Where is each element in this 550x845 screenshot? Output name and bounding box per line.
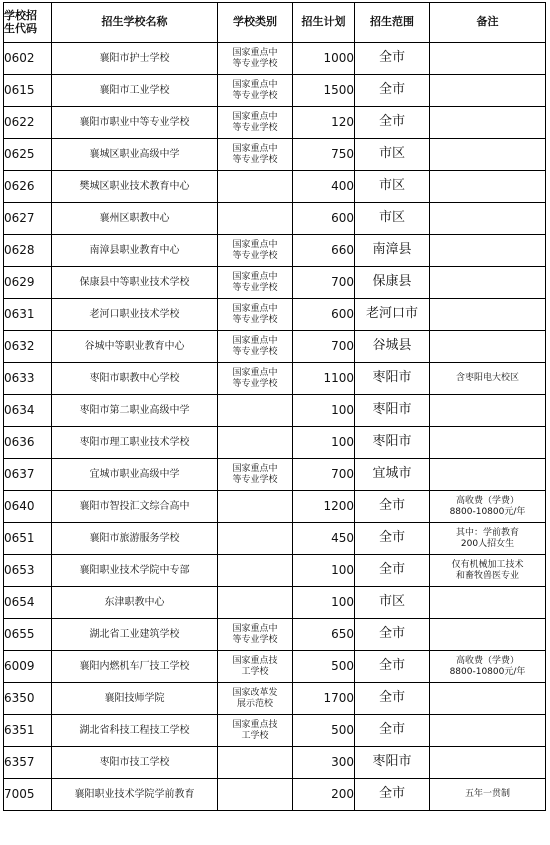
cell-note: 含枣阳电大校区 — [430, 363, 546, 395]
cell-code: 0626 — [4, 171, 52, 203]
cell-plan: 500 — [293, 715, 355, 747]
table-header-row — [4, 3, 546, 43]
table-row — [4, 235, 546, 267]
cell-type — [218, 523, 293, 555]
cell-type: 国家重点中 等专业学校 — [218, 235, 293, 267]
cell-type: 国家重点中 等专业学校 — [218, 299, 293, 331]
cell-plan: 100 — [293, 427, 355, 459]
cell-name: 襄阳市智投汇文综合高中 — [52, 491, 218, 523]
cell-code: 0629 — [4, 267, 52, 299]
cell-note — [430, 587, 546, 619]
cell-range: 全市 — [355, 523, 430, 555]
cell-range: 南漳县 — [355, 235, 430, 267]
cell-range: 全市 — [355, 683, 430, 715]
cell-range: 市区 — [355, 139, 430, 171]
table-row — [4, 683, 546, 715]
header-plan: 招生计划 — [293, 3, 355, 43]
header-note: 备注 — [430, 3, 546, 43]
cell-name: 东津职教中心 — [52, 587, 218, 619]
cell-code: 0634 — [4, 395, 52, 427]
cell-range: 保康县 — [355, 267, 430, 299]
cell-plan: 700 — [293, 331, 355, 363]
cell-range: 老河口市 — [355, 299, 430, 331]
header-code-label: 学校招 生代码 — [4, 8, 37, 35]
cell-type — [218, 587, 293, 619]
cell-plan: 1700 — [293, 683, 355, 715]
cell-code: 0636 — [4, 427, 52, 459]
cell-plan: 1100 — [293, 363, 355, 395]
header-name: 招生学校名称 — [52, 3, 218, 43]
cell-plan: 1500 — [293, 75, 355, 107]
cell-range: 谷城县 — [355, 331, 430, 363]
cell-name: 枣阳市第二职业高级中学 — [52, 395, 218, 427]
table-row — [4, 459, 546, 491]
cell-plan: 1200 — [293, 491, 355, 523]
cell-range: 枣阳市 — [355, 427, 430, 459]
cell-code: 6350 — [4, 683, 52, 715]
cell-note — [430, 683, 546, 715]
cell-note: 五年一贯制 — [430, 779, 546, 811]
cell-type: 国家重点中 等专业学校 — [218, 107, 293, 139]
cell-type: 国家重点中 等专业学校 — [218, 459, 293, 491]
cell-note — [430, 747, 546, 779]
cell-type — [218, 203, 293, 235]
cell-type — [218, 395, 293, 427]
cell-note — [430, 267, 546, 299]
cell-note — [430, 203, 546, 235]
header-code — [4, 3, 52, 43]
cell-name: 枣阳市技工学校 — [52, 747, 218, 779]
cell-type: 国家重点中 等专业学校 — [218, 619, 293, 651]
cell-name: 保康县中等职业技术学校 — [52, 267, 218, 299]
cell-note: 高收费（学费） 8800-10800元/年 — [430, 491, 546, 523]
cell-code: 7005 — [4, 779, 52, 811]
cell-code: 6351 — [4, 715, 52, 747]
cell-name: 襄阳市职业中等专业学校 — [52, 107, 218, 139]
cell-name: 樊城区职业技术教育中心 — [52, 171, 218, 203]
cell-range: 市区 — [355, 203, 430, 235]
cell-type: 国家重点中 等专业学校 — [218, 267, 293, 299]
cell-name: 谷城中等职业教育中心 — [52, 331, 218, 363]
cell-name: 襄阳技师学院 — [52, 683, 218, 715]
cell-code: 6009 — [4, 651, 52, 683]
cell-code: 0633 — [4, 363, 52, 395]
cell-note — [430, 139, 546, 171]
cell-note: 仅有机械加工技术 和畜牧兽医专业 — [430, 555, 546, 587]
cell-note: 其中：学前教育 200人招女生 — [430, 523, 546, 555]
cell-note — [430, 395, 546, 427]
table-row — [4, 299, 546, 331]
cell-range: 枣阳市 — [355, 747, 430, 779]
cell-range: 宜城市 — [355, 459, 430, 491]
table-row — [4, 523, 546, 555]
cell-code: 6357 — [4, 747, 52, 779]
cell-name: 老河口职业技术学校 — [52, 299, 218, 331]
cell-code: 0654 — [4, 587, 52, 619]
cell-plan: 700 — [293, 267, 355, 299]
cell-note — [430, 459, 546, 491]
cell-plan: 700 — [293, 459, 355, 491]
table-row — [4, 779, 546, 811]
cell-note — [430, 715, 546, 747]
cell-name: 襄阳职业技术学院中专部 — [52, 555, 218, 587]
cell-plan: 120 — [293, 107, 355, 139]
table-row — [4, 203, 546, 235]
cell-plan: 100 — [293, 555, 355, 587]
cell-code: 0653 — [4, 555, 52, 587]
cell-range: 枣阳市 — [355, 395, 430, 427]
table-row — [4, 107, 546, 139]
cell-note — [430, 427, 546, 459]
cell-code: 0628 — [4, 235, 52, 267]
cell-plan: 200 — [293, 779, 355, 811]
cell-code: 0640 — [4, 491, 52, 523]
cell-note — [430, 171, 546, 203]
cell-type: 国家重点技 工学校 — [218, 715, 293, 747]
cell-plan: 100 — [293, 395, 355, 427]
cell-range: 全市 — [355, 555, 430, 587]
cell-type — [218, 779, 293, 811]
table-row — [4, 491, 546, 523]
cell-note — [430, 331, 546, 363]
cell-type — [218, 427, 293, 459]
cell-range: 全市 — [355, 619, 430, 651]
cell-name: 宜城市职业高级中学 — [52, 459, 218, 491]
cell-range: 全市 — [355, 491, 430, 523]
table-row — [4, 715, 546, 747]
cell-name: 枣阳市职教中心学校 — [52, 363, 218, 395]
cell-type — [218, 747, 293, 779]
cell-note — [430, 107, 546, 139]
cell-type: 国家重点中 等专业学校 — [218, 75, 293, 107]
cell-range: 全市 — [355, 43, 430, 75]
cell-plan: 660 — [293, 235, 355, 267]
table-row — [4, 427, 546, 459]
cell-range: 市区 — [355, 587, 430, 619]
table-row — [4, 395, 546, 427]
cell-plan: 600 — [293, 203, 355, 235]
cell-name: 襄阳市工业学校 — [52, 75, 218, 107]
header-type: 学校类别 — [218, 3, 293, 43]
cell-name: 南漳县职业教育中心 — [52, 235, 218, 267]
cell-name: 襄城区职业高级中学 — [52, 139, 218, 171]
cell-range: 全市 — [355, 779, 430, 811]
cell-type: 国家重点中 等专业学校 — [218, 139, 293, 171]
cell-code: 0651 — [4, 523, 52, 555]
cell-type: 国家改革发 展示范校 — [218, 683, 293, 715]
cell-plan: 450 — [293, 523, 355, 555]
cell-name: 襄阳职业技术学院学前教育 — [52, 779, 218, 811]
cell-name: 枣阳市理工职业技术学校 — [52, 427, 218, 459]
cell-type: 国家重点中 等专业学校 — [218, 331, 293, 363]
cell-type — [218, 171, 293, 203]
cell-plan: 750 — [293, 139, 355, 171]
cell-range: 全市 — [355, 651, 430, 683]
cell-plan: 1000 — [293, 43, 355, 75]
cell-type — [218, 555, 293, 587]
cell-plan: 400 — [293, 171, 355, 203]
cell-name: 襄阳市旅游服务学校 — [52, 523, 218, 555]
cell-type: 国家重点中 等专业学校 — [218, 43, 293, 75]
cell-type: 国家重点中 等专业学校 — [218, 363, 293, 395]
cell-plan: 300 — [293, 747, 355, 779]
table-row — [4, 363, 546, 395]
cell-code: 0637 — [4, 459, 52, 491]
enrollment-table — [3, 2, 546, 811]
cell-code: 0602 — [4, 43, 52, 75]
table-row — [4, 619, 546, 651]
cell-note: 高收费（学费） 8800-10800元/年 — [430, 651, 546, 683]
table-row — [4, 555, 546, 587]
cell-range: 全市 — [355, 107, 430, 139]
cell-plan: 500 — [293, 651, 355, 683]
table-row — [4, 75, 546, 107]
cell-plan: 100 — [293, 587, 355, 619]
table-row — [4, 747, 546, 779]
cell-range: 全市 — [355, 75, 430, 107]
table-row — [4, 139, 546, 171]
cell-note — [430, 299, 546, 331]
table-row — [4, 587, 546, 619]
table-row — [4, 331, 546, 363]
cell-type — [218, 491, 293, 523]
cell-note — [430, 619, 546, 651]
table-row — [4, 651, 546, 683]
cell-note — [430, 235, 546, 267]
table-row — [4, 267, 546, 299]
table-row — [4, 43, 546, 75]
cell-name: 湖北省工业建筑学校 — [52, 619, 218, 651]
cell-code: 0622 — [4, 107, 52, 139]
cell-name: 湖北省科技工程技工学校 — [52, 715, 218, 747]
cell-plan: 600 — [293, 299, 355, 331]
table-row — [4, 171, 546, 203]
cell-code: 0625 — [4, 139, 52, 171]
cell-name: 襄阳市护士学校 — [52, 43, 218, 75]
cell-code: 0615 — [4, 75, 52, 107]
cell-range: 市区 — [355, 171, 430, 203]
cell-code: 0655 — [4, 619, 52, 651]
cell-type: 国家重点技 工学校 — [218, 651, 293, 683]
cell-plan: 650 — [293, 619, 355, 651]
cell-note — [430, 75, 546, 107]
header-range: 招生范围 — [355, 3, 430, 43]
cell-code: 0632 — [4, 331, 52, 363]
cell-code: 0631 — [4, 299, 52, 331]
cell-name: 襄阳内燃机车厂技工学校 — [52, 651, 218, 683]
cell-code: 0627 — [4, 203, 52, 235]
cell-name: 襄州区职教中心 — [52, 203, 218, 235]
cell-range: 枣阳市 — [355, 363, 430, 395]
cell-range: 全市 — [355, 715, 430, 747]
cell-note — [430, 43, 546, 75]
